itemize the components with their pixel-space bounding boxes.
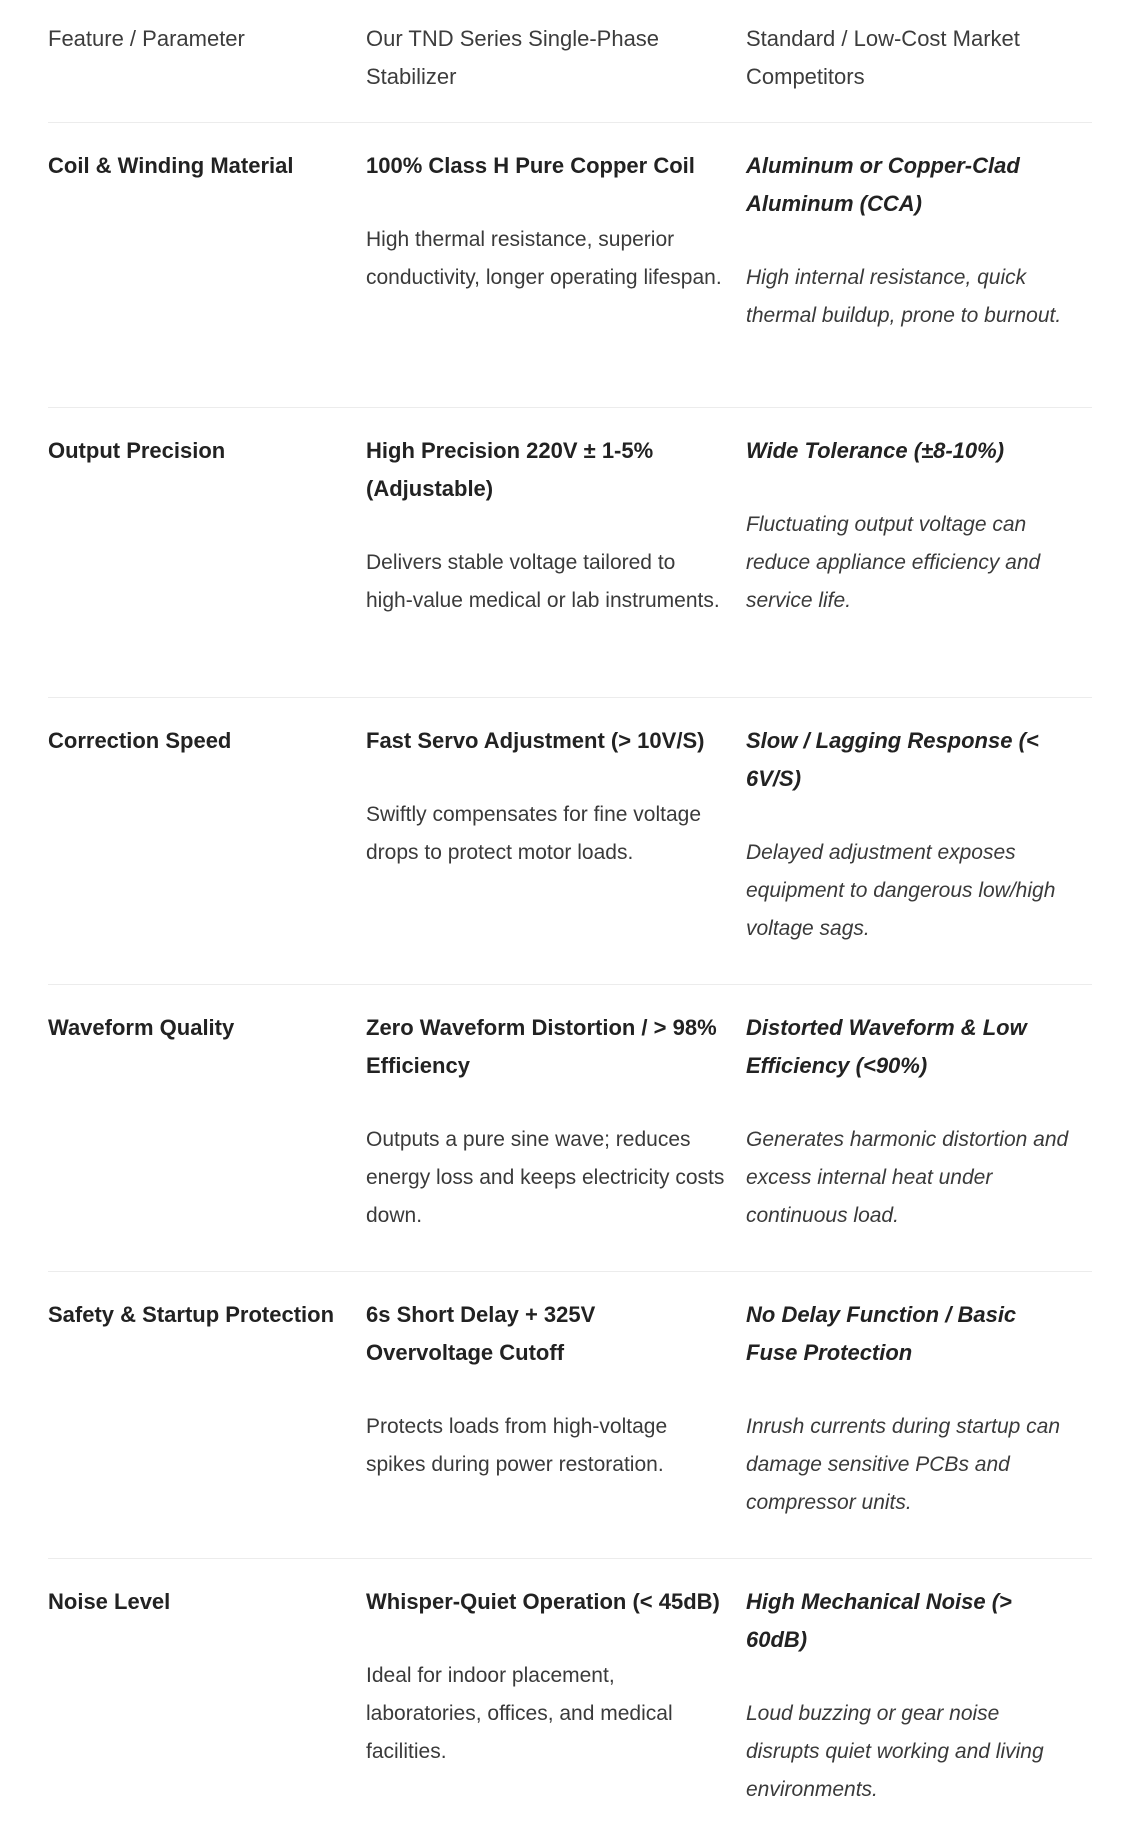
our-description: High thermal resistance, superior conductivity, longer operating lifespan. <box>366 228 722 289</box>
competitor-claim: Wide Tolerance (±8-10%) <box>746 438 1005 463</box>
competitor-claim: Slow / Lagging Response (< 6V/S) <box>746 728 1039 791</box>
table-row <box>48 698 1092 985</box>
competitor-description: Fluctuating output voltage can reduce appliance efficiency and service life. <box>746 513 1041 612</box>
header-feature-parameter: Feature / Parameter <box>48 26 245 51</box>
row-parameter: Safety & Startup Protection <box>48 1302 335 1327</box>
table-header-row <box>48 0 1092 123</box>
our-claim: Zero Waveform Distortion / > 98% Efficiency <box>366 1015 717 1078</box>
our-description: Outputs a pure sine wave; reduces energy loss and keeps electricity costs down. <box>366 1128 725 1227</box>
comparison-table <box>48 0 1092 1838</box>
our-claim: High Precision 220V ± 1-5% (Adjustable) <box>366 438 654 501</box>
our-product-cell <box>366 985 746 1271</box>
table-row <box>48 408 1092 698</box>
our-product-cell <box>366 123 746 407</box>
row-parameter: Noise Level <box>48 1589 171 1614</box>
competitor-description: Delayed adjustment exposes equipment to dangerous low/high voltage sags. <box>746 841 1056 940</box>
competitor-cell <box>746 408 1092 697</box>
competitor-description: High internal resistance, quick thermal buildup, prone to burnout. <box>746 266 1062 327</box>
competitor-claim: Distorted Waveform & Low Efficiency (<90%) <box>746 1015 1027 1078</box>
competitor-claim: No Delay Function / Basic Fuse Protection <box>746 1302 1017 1365</box>
competitor-cell <box>746 123 1092 407</box>
our-description: Swiftly compensates for fine voltage drops to protect motor loads. <box>366 803 701 864</box>
table-row <box>48 1272 1092 1559</box>
our-description: Delivers stable voltage tailored to high-value medical or lab instruments. <box>366 551 720 612</box>
competitor-claim: Aluminum or Copper-Clad Aluminum (CCA) <box>746 153 1020 216</box>
row-parameter: Coil & Winding Material <box>48 153 294 178</box>
our-claim: 6s Short Delay + 325V Overvoltage Cutoff <box>366 1302 596 1365</box>
competitor-description: Loud buzzing or gear noise disrupts quiet working and living environments. <box>746 1702 1044 1801</box>
row-parameter: Output Precision <box>48 438 226 463</box>
our-product-cell <box>366 408 746 697</box>
our-claim: 100% Class H Pure Copper Coil <box>366 153 695 178</box>
table-row <box>48 123 1092 408</box>
competitor-cell <box>746 1272 1092 1558</box>
competitor-cell <box>746 698 1092 984</box>
table-row <box>48 985 1092 1272</box>
header-competitors: Standard / Low-Cost Market Competitors <box>746 26 1020 89</box>
our-claim: Fast Servo Adjustment (> 10V/S) <box>366 728 705 753</box>
our-description: Protects loads from high-voltage spikes during power restoration. <box>366 1415 668 1476</box>
competitor-description: Generates harmonic distortion and excess internal heat under continuous load. <box>746 1128 1069 1227</box>
competitor-description: Inrush currents during startup can damage sensitive PCBs and compressor units. <box>746 1415 1060 1514</box>
competitor-cell <box>746 1559 1092 1839</box>
our-product-cell <box>366 1559 746 1839</box>
our-product-cell <box>366 1272 746 1558</box>
our-product-cell <box>366 698 746 984</box>
header-our-product: Our TND Series Single-Phase Stabilizer <box>366 26 660 89</box>
competitor-cell <box>746 985 1092 1271</box>
row-parameter: Correction Speed <box>48 728 232 753</box>
our-claim: Whisper-Quiet Operation (< 45dB) <box>366 1589 720 1614</box>
competitor-claim: High Mechanical Noise (> 60dB) <box>746 1589 1012 1652</box>
table-row <box>48 1559 1092 1838</box>
our-description: Ideal for indoor placement, laboratories, offices, and medical facilities. <box>366 1664 673 1763</box>
row-parameter: Waveform Quality <box>48 1015 235 1040</box>
